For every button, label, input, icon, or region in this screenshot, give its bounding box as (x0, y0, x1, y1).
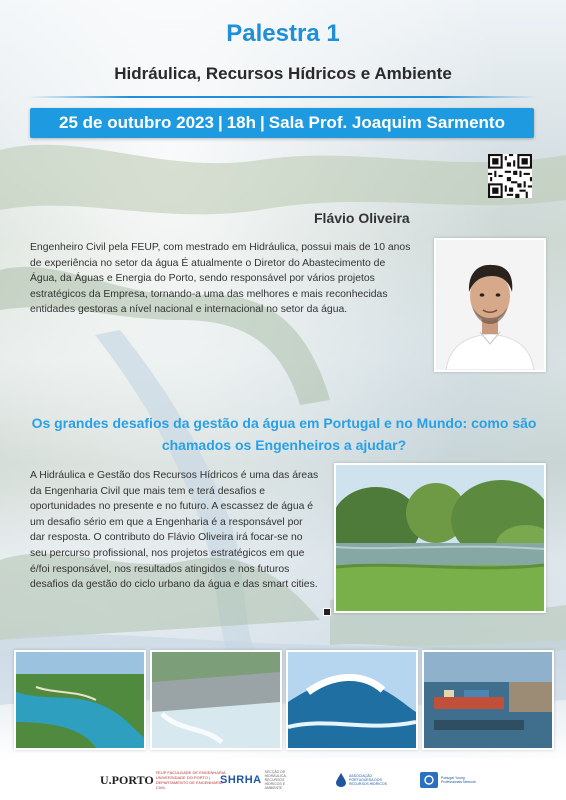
event-banner (30, 108, 534, 138)
pwpn-logo[interactable] (420, 768, 481, 792)
speaker-photo (434, 238, 546, 372)
page-title: Palestra 1 (226, 20, 340, 47)
event-room: Sala Prof. Joaquim Sarmento (268, 113, 505, 132)
separator: | (260, 113, 265, 132)
event-time: 18h (226, 113, 257, 132)
park-lake-photo (334, 463, 546, 613)
shrha-logo[interactable] (220, 768, 301, 792)
dam-spillway-photo (150, 650, 282, 750)
water-drop-icon (336, 773, 346, 787)
talk-description: A Hidráulica e Gestão dos Recursos Hídricos é uma das áreas da Engenharia Civil que mais tem e terá desafios e oportunidades no presente e no futuro. A escassez de água é um desafio sério em que a Engenharia é a responsável por dar resposta. O contributo do Flávio Oliveira irá focar-se no seu percurso profissional, nos projetos estratégicos em que é/foi responsável, nos resultados atingidos e nos futuros desafios da gestão do ciclo urbano da água e das smart cities. (30, 470, 319, 591)
cargo-port-photo (422, 650, 554, 750)
qr-code-icon[interactable] (488, 154, 532, 198)
pwpn-name: Portugal Young Professionals Network (441, 776, 476, 784)
uporto-logo[interactable] (100, 768, 226, 792)
page-subtitle: Hidráulica, Recursos Hídricos e Ambiente (114, 64, 452, 83)
uporto-wordmark: U.PORTO (100, 772, 154, 787)
divider (28, 96, 538, 98)
speaker-bio: Engenheiro Civil pela FEUP, com mestrado em Hidráulica, possui mais de 10 anos de experiência no setor da água É atualmente o Diretor do Abastecimento de Água, da Águas e Energia do Porto, sendo responsável por vários projetos estratégicos da Empresa, tornando-a uma das melhores e mais reconhecidas entidades gestoras a nível nacional e internacional no setor da água. (30, 242, 411, 316)
uporto-subtitle: FEUP FACULDADE DE ENGENHARIA UNIVERSIDADE DO PORTO | DEPARTAMENTO DE ENGENHARIA CIVIL (155, 770, 226, 790)
aprh-name: ASSOCIAÇÃO PORTUGUESA DOS RECURSOS HÍDRICOS (349, 774, 387, 786)
river-delta-photo (14, 650, 146, 750)
shrha-subtitle: SECÇÃO DE HIDRÁULICA, RECURSOS HÍDRICOS E AMBIENTE (264, 770, 287, 790)
shrha-wordmark: SHRHA (220, 774, 262, 786)
event-date: 25 de outubro 2023 (59, 113, 214, 132)
network-icon (420, 772, 438, 788)
play-icon[interactable] (323, 608, 331, 616)
separator: | (217, 113, 223, 132)
talk-title: Os grandes desafios da gestão da água em Portugal e no Mundo: como são chamados os Engenheiros a ajudar? (31, 415, 537, 453)
ocean-wave-photo (286, 650, 418, 750)
aprh-logo[interactable] (336, 768, 389, 792)
speaker-name: Flávio Oliveira (314, 210, 410, 226)
